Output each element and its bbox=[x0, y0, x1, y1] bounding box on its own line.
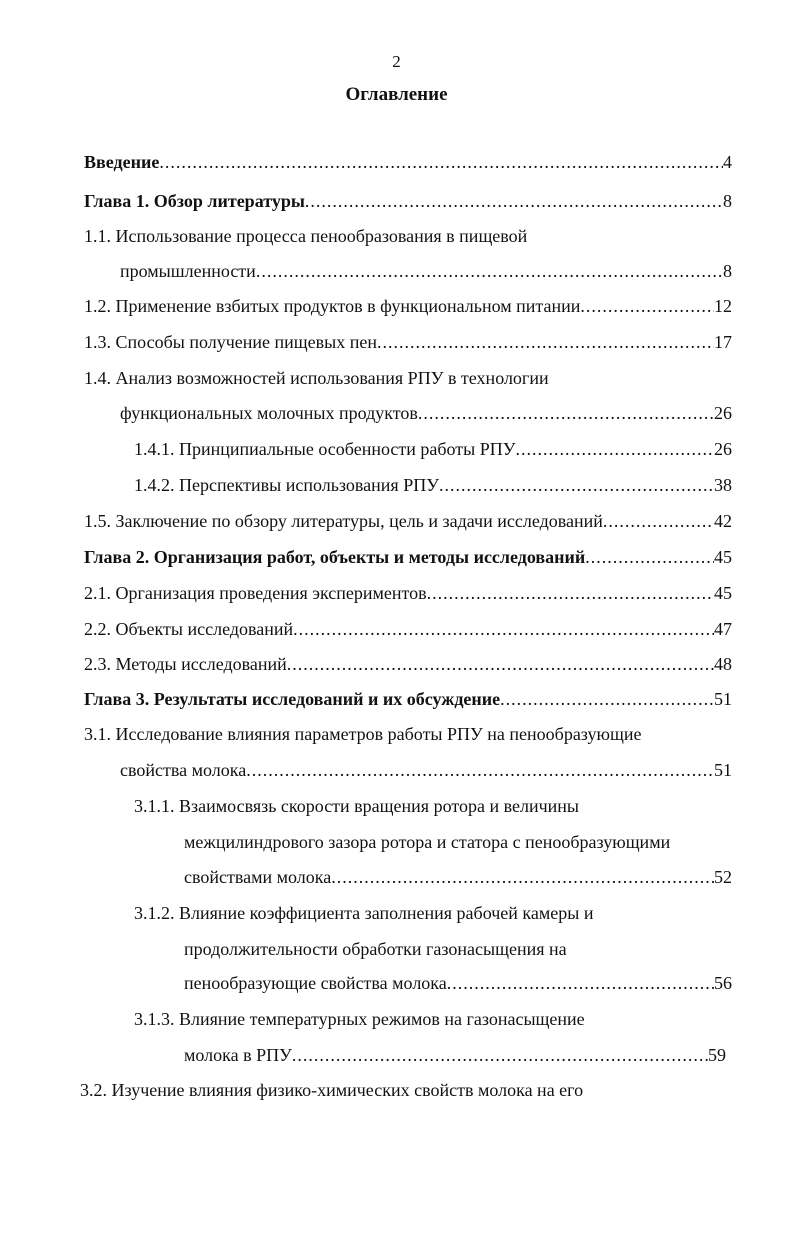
toc-entry-text: Глава 1. Обзор литературы bbox=[84, 191, 305, 211]
toc-entry bbox=[120, 401, 732, 425]
toc-leader-dots bbox=[305, 189, 723, 213]
toc-entry bbox=[184, 865, 732, 889]
toc-entry-text: 1.1. Использование процесса пенообразования в пищевой bbox=[84, 226, 528, 246]
toc-entry-page: 48 bbox=[714, 654, 732, 674]
toc-entry bbox=[84, 652, 732, 676]
toc-entry-text: 1.2. Применение взбитых продуктов в функциональном питании bbox=[84, 296, 581, 316]
toc-entry-page: 45 bbox=[714, 547, 732, 567]
toc-entry-text: межцилиндрового зазора ротора и статора с пенообразующими bbox=[184, 832, 671, 852]
toc-leader-dots bbox=[246, 758, 714, 782]
toc-entry-text: 3.1.1. Взаимосвязь скорости вращения ротора и величины bbox=[134, 796, 579, 816]
toc-entry bbox=[84, 687, 732, 711]
toc-entry bbox=[84, 366, 549, 390]
toc-entry bbox=[184, 971, 732, 995]
toc-entry-page: 52 bbox=[714, 867, 732, 887]
toc-entry-page: 56 bbox=[714, 973, 732, 993]
toc-entry-text: 1.4.1. Принципиальные особенности работы РПУ bbox=[134, 439, 516, 459]
toc-entry-page: 45 bbox=[714, 583, 732, 603]
toc-entry-page: 26 bbox=[714, 403, 732, 423]
toc-entry-text: 2.2. Объекты исследований bbox=[84, 619, 294, 639]
toc-entry bbox=[84, 617, 732, 641]
toc-leader-dots bbox=[585, 545, 714, 569]
toc-entry bbox=[134, 473, 732, 497]
toc-entry-text: свойства молока bbox=[120, 760, 247, 780]
toc-entry bbox=[84, 294, 732, 318]
toc-entry bbox=[84, 509, 732, 533]
toc-leader-dots bbox=[256, 259, 723, 283]
toc-leader-dots bbox=[439, 473, 714, 497]
toc-entry bbox=[84, 581, 732, 605]
toc-entry-text: 2.3. Методы исследований bbox=[84, 654, 287, 674]
page-number: 2 bbox=[392, 52, 401, 71]
toc-entry bbox=[84, 330, 732, 354]
toc-entry-text: молока в РПУ bbox=[184, 1045, 292, 1065]
toc-entry-text: 3.1.3. Влияние температурных режимов на газонасыщение bbox=[134, 1009, 585, 1029]
toc-leader-dots bbox=[447, 971, 714, 995]
toc-leader-dots bbox=[292, 1043, 708, 1067]
toc-leader-dots bbox=[159, 150, 723, 174]
page-title: Оглавление bbox=[345, 84, 448, 105]
toc-entry-page: 12 bbox=[714, 296, 732, 316]
toc-leader-dots bbox=[377, 330, 714, 354]
toc-entry-page: 38 bbox=[714, 475, 732, 495]
toc-entry bbox=[120, 259, 732, 283]
toc-entry bbox=[84, 545, 732, 569]
toc-entry bbox=[134, 1007, 585, 1031]
toc-entry bbox=[84, 224, 527, 248]
toc-entry-page: 47 bbox=[714, 619, 732, 639]
toc-entry-text: Глава 2. Организация работ, объекты и методы исследований bbox=[84, 547, 586, 567]
toc-entry-text: пенообразующие свойства молока bbox=[184, 973, 447, 993]
toc-entry-text: 3.1. Исследование влияния параметров работы РПУ на пенообразующие bbox=[84, 724, 642, 744]
toc-entry-page: 59 bbox=[708, 1045, 726, 1065]
toc-leader-dots bbox=[427, 581, 714, 605]
toc-entry-text: 1.4.2. Перспективы использования РПУ bbox=[134, 475, 439, 495]
toc-leader-dots bbox=[293, 617, 714, 641]
toc-entry bbox=[134, 901, 593, 925]
toc-entry bbox=[134, 794, 579, 818]
toc-entry bbox=[84, 722, 641, 746]
toc-entry bbox=[184, 937, 567, 961]
toc-entry-text: 1.5. Заключение по обзору литературы, цель и задачи исследований bbox=[84, 511, 603, 531]
toc-entry-page: 8 bbox=[723, 261, 732, 281]
toc-entry-text: Введение bbox=[84, 152, 160, 172]
toc-leader-dots bbox=[580, 294, 714, 318]
toc-entry-text: свойствами молока bbox=[184, 867, 332, 887]
toc-leader-dots bbox=[331, 865, 714, 889]
toc-entry bbox=[80, 1078, 583, 1102]
toc-entry-page: 8 bbox=[723, 191, 732, 211]
toc-entry bbox=[84, 150, 732, 174]
toc-entry-text: Глава 3. Результаты исследований и их обсуждение bbox=[84, 689, 501, 709]
toc-entry-page: 17 bbox=[714, 332, 732, 352]
toc-leader-dots bbox=[603, 509, 714, 533]
toc-leader-dots bbox=[287, 652, 714, 676]
toc-leader-dots bbox=[500, 687, 714, 711]
toc-entry-page: 4 bbox=[723, 152, 732, 172]
toc-entry-text: функциональных молочных продуктов bbox=[120, 403, 418, 423]
toc-entry-text: промышленности bbox=[120, 261, 256, 281]
toc-entry bbox=[84, 189, 732, 213]
toc-entry bbox=[184, 830, 670, 854]
toc-entry-text: 1.4. Анализ возможностей использования РПУ в технологии bbox=[84, 368, 549, 388]
toc-entry bbox=[120, 758, 732, 782]
toc-entry-page: 51 bbox=[714, 760, 732, 780]
toc-entry bbox=[184, 1043, 726, 1067]
toc-entry-page: 51 bbox=[714, 689, 732, 709]
toc-entry-text: 3.2. Изучение влияния физико-химических свойств молока на его bbox=[80, 1080, 584, 1100]
toc-leader-dots bbox=[516, 437, 714, 461]
toc-entry-page: 26 bbox=[714, 439, 732, 459]
toc-entry-text: 3.1.2. Влияние коэффициента заполнения рабочей камеры и bbox=[134, 903, 594, 923]
toc-entry-text: 2.1. Организация проведения экспериментов bbox=[84, 583, 427, 603]
toc-entry-text: продолжительности обработки газонасыщения на bbox=[184, 939, 567, 959]
toc-entry bbox=[134, 437, 732, 461]
toc-entry-text: 1.3. Способы получение пищевых пен bbox=[84, 332, 377, 352]
toc-entry-page: 42 bbox=[714, 511, 732, 531]
toc-leader-dots bbox=[418, 401, 714, 425]
